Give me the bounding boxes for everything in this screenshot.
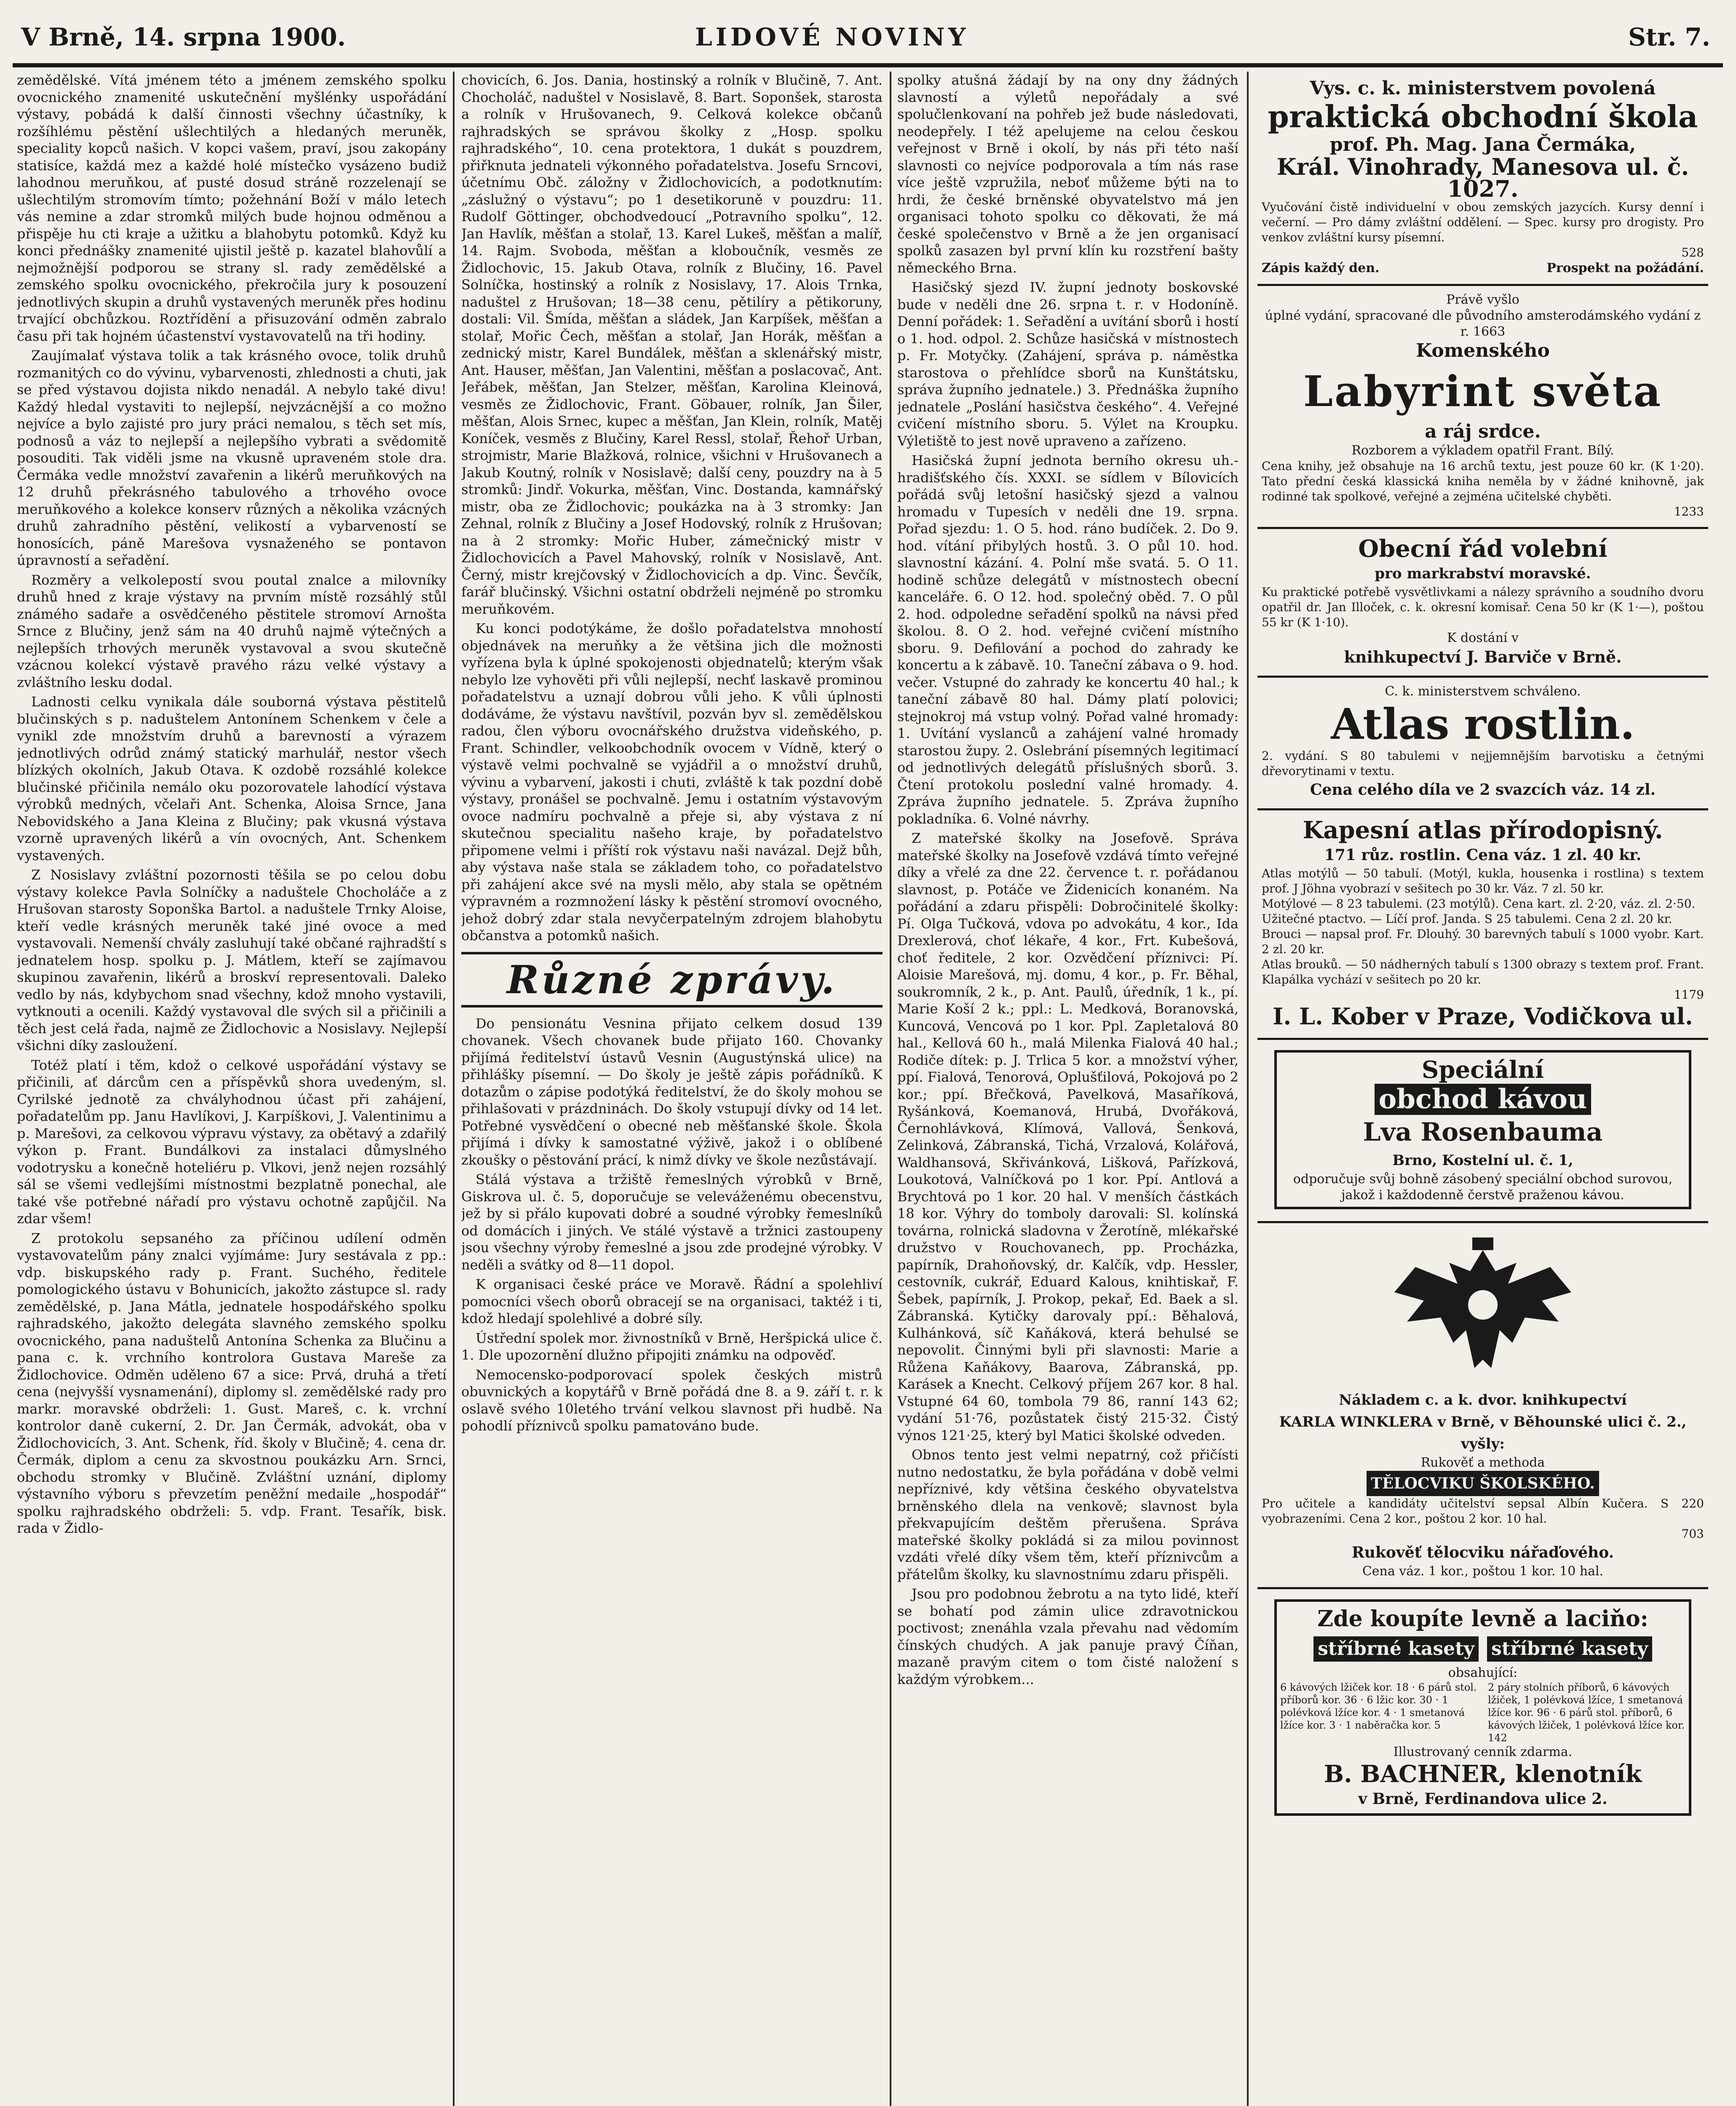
news-item: Do pensionátu Vesnina přijato celkem dosud 139 chovanek. Všech chovanek bude přijato 160. Chovanky přijímá ředitelství ústavů Vesnin (Augustýnská ulice) na přihlášky písemní. — Do školy je ještě zápis pořádníků. K dotazům o zápise podotýká ředitelství, že do školy mohou se přihlašovati v prázdninách. Do školy vstupují dívky od 14 let. Potřebné vysvědčení o obecné neb měšťanské škole. Škola přijímá i dívky k samostatné výživě, jakož i o oblíbené zkoušky o pěstování prácí, k nimž dívky ve škole nezůstávají. bbox=[461, 1015, 883, 1168]
ad-title: Obecní řád volební bbox=[1358, 535, 1608, 563]
ad-address: v Brně, Ferdinandova ulice 2. bbox=[1358, 1790, 1608, 1808]
ad-footer-left: Zápis každý den. bbox=[1262, 261, 1380, 275]
ad-merchant: Lva Rosenbauma bbox=[1363, 1117, 1603, 1147]
column-rule bbox=[890, 72, 891, 2106]
column-2 bbox=[461, 72, 883, 2106]
ad-line: knihkupectví J. Barviče v Brně. bbox=[1344, 647, 1622, 666]
ad-line: Rukověť a methoda bbox=[1420, 1455, 1545, 1470]
news-item: Jsou pro podobnou žebrotu a na tyto lidé, kteří se bohatí pod zámin ulice zdravotnickou poctivost; znenáhla vzala převahu nad vědomím čínských chudých. A jak panuje pravý Číňan, mazaně pravým citem o tom čisté naložení s každým výrobkem... bbox=[897, 1586, 1238, 1687]
ad-number: 703 bbox=[1681, 1527, 1704, 1541]
ad-labyrint bbox=[1257, 286, 1708, 529]
ad-footer-right: Prospekt na požádání. bbox=[1546, 261, 1704, 275]
ad-line: K dostání v bbox=[1447, 631, 1519, 645]
ad-subtitle: a ráj srdce. bbox=[1425, 421, 1541, 442]
ad-line: prof. Ph. Mag. Jana Čermáka, bbox=[1329, 134, 1636, 155]
article-paragraph: Zaujímalať výstava tolik a tak krásného ovoce, tolik druhů rozmanitých co do vývinu, vybarvenosti, zhlednosti a chuti, jak se před výstavou dojista nikdo nenadál. A nebylo také divu! Každý hledal vystaviti to nejlepší, nejvzácnější a co možno nejvíce a bylo zajisté pro jury práci nemalou, s těch set mís, podnosů a váz to nejlepší a nejlepšího vybrati a svědomitě posouditi. Tak viděli jsme na vkusně upraveném stole dra. Čermáka vedle množství zavařenin a likérů meruňkových na 12 druhů překrásného tabulového a trhového ovoce meruňkového a kolekce konserv různých a několika vzácných druhů zahradního pěstění, velikostí a vybarveností se honosících, páně Marešova vysnaženého se pontavon úpravností a seřadění. bbox=[17, 347, 447, 568]
ad-title: Kapesní atlas přírodopisný. bbox=[1303, 816, 1663, 844]
column-1 bbox=[17, 72, 447, 2106]
ad-atlas-rostlin bbox=[1257, 678, 1708, 810]
ad-item: Brouci — napsal prof. Fr. Dlouhý. 30 barevných tabulí s 1000 vyobr. Kart. 2 zl. 20 kr. bbox=[1262, 927, 1704, 956]
article-paragraph: spolky atušná žádají by na ony dny žádných slavností a výletů nepořádaly a své spolučlenkovaní na pohřeb jež bude následovati, neodepřely. I též apelujeme na celou českou veřejnost v Brně i okolí, by nás při této naší slavnosti co nejvíce podporovala a tím nás rase více ještě vzpružila, neboť můžeme býti na to hrdi, že české brněnské obyvatelstvo má jen organisaci tohoto spolku co děkovati, že má české společenstvo v Brně a že jen organisací spolků zasazen byl první klín ku rozstření bašty německého Brna. bbox=[897, 72, 1238, 276]
news-item: K organisaci české práce ve Moravě. Řádní a spolehliví pomocníci všech oborů obracejí se na organisaci, taktéž i ti, kdož hledají spolehlivé a dobré síly. bbox=[461, 1276, 883, 1326]
section-heading-box bbox=[461, 952, 883, 1008]
news-item: Stálá výstava a tržiště řemeslných výrobků v Brně, Giskrova ul. č. 5, doporučuje se veleváženému obecenstvu, jež by si přálo kupovati dobré a soudné výrobky řemeslníků od domácích i jiných. Ve stálé výstavě a tržnici zastoupeny jsou všechny výroby řemeslné a jsou zde prodejné výrobky. V neděli a svátky od 8—11 dopol. bbox=[461, 1171, 883, 1273]
news-item: Nemocensko-podporovací spolek českých mistrů obuvnických a kopytářů v Brně pořádá dne 8. a 9. září t. r. k oslavě svého 10letého trvání velkou slavnost při hudbě. Na pohodlí příznivců spolku pamatováno bude. bbox=[461, 1366, 883, 1434]
column-rule bbox=[1247, 72, 1249, 2106]
ad-line: Právě vyšlo bbox=[1446, 292, 1519, 307]
ad-frame bbox=[1274, 1599, 1691, 1816]
advertisement-column bbox=[1257, 72, 1708, 2106]
ad-item: Užitečné ptactvo. — Líčí prof. Janda. S 25 tabulemi. Cena 2 zl. 20 kr. bbox=[1262, 912, 1672, 926]
news-item: Ústřední spolek mor. živnostníků v Brně, Heršpická ulice č. 1. Dle upozornění dlužno připojiti známku na odpověď. bbox=[461, 1330, 883, 1363]
ad-business-school bbox=[1257, 72, 1708, 286]
ad-line: 171 růz. rostlin. Cena váz. 1 zl. 40 kr. bbox=[1324, 846, 1642, 864]
article-paragraph: chovicích, 6. Jos. Dania, hostinský a rolník v Blučině, 7. Ant. Chocholáč, naduštel v Nosislavě, 8. Bart. Soponšek, starosta a rolník v Hrušovanech, 9. Celková kolekce občanů rajhradských se správou školky z „Hosp. spolku rajhradského“, 10. cena protektora, 1 dukát s pouzdrem, přiřknuta jednateli výkonného pořadatelstva. Josefu Srncovi, účetnímu Obč. záložny v Židlochovicích, a podotknutím: „záslužný o výstavu“; po 1 desetikoruně v pouzdru: 11. Rudolf Göttinger, obchodvedoucí „Potravního spolku“, 12. Jan Havlík, měšťan a stolař, 13. Karel Lukeš, měšťan a malíř, 14. Rajm. Svoboda, měšťan a kloboučník, vesměs ze Židlochovic, 15. Jakub Otava, rolník z Blučiny, 16. Pavel Solníčka, hostinský a rolník z Nosislavy, 17. Alois Trnka, naduštel z Hrušovan; 18—38 cenu, pětilíry a pětikoruny, dostali: Vil. Šmída, měšťan a sládek, Jan Karpíšek, měšťan a stolař, Mořic Čech, měšťan a stolař, Jan Horák, měšťan a zednický mistr, Karel Bundálek, měšťan a sklenářský mistr, Ant. Hauser, měšťan, Jan Valentini, měšťan a poslacovač, Ant. Jeřábek, měšťan, Jan Stelzer, měšťan, Karolina Kleinová, vesměs ze Židlochovic, Frant. Göbauer, rolník, Jan Šiler, měšťan, Alois Srnec, kupec a měšťan, Jan Klein, rolník, Matěj Koníček, vesměs z Blučiny, Karel Ressl, stolař, Řehoř Urban, strojmistr, Marie Blažková, rolnice, všichni v Hrušovanech a Jakub Koutný, rolník v Nosislavě; další ceny, pouzdry na à 5 stromků: Jindř. Vokurka, měšťan, Vinc. Dostanda, kamnářský mistr, oba ze Židlochovic; poukázka na à 3 stromky: Jan Zehnal, rolník z Blučiny a Josef Hodovský, rolník z Hrušovan; na à 2 stromky: Mořic Huber, zámečnický mistr v Židlochovicích a Pavel Mahovský, rolník v Nosislavě, Ant. Černý, mistr krejčovský v Židlochovicích a dp. Vinc. Ševčík, farář blučinský. Všichni ostatní obdrželi nejméně po stromku meruňkovém. bbox=[461, 72, 883, 617]
masthead bbox=[13, 17, 1723, 67]
page-number: Str. 7. bbox=[1628, 23, 1710, 51]
ad-title: Zde koupíte levně a laciňo: bbox=[1317, 1606, 1648, 1632]
ad-frame bbox=[1274, 1050, 1691, 1209]
ad-number: 1233 bbox=[1674, 505, 1704, 518]
ad-body: Vyučování čistě individuelní v obou zemských jazycích. Kursy denní i večerní. — Pro dámy zvláštní oddělení. — Spec. kursy pro drogisty. Pro venkov zvláštní kursy písemní. bbox=[1262, 200, 1704, 244]
ad-kober-atlas bbox=[1257, 810, 1708, 1040]
ad-jeweler bbox=[1257, 1589, 1708, 1828]
article-paragraph: Ku konci podotýkáme, že došlo pořadatelstva mnohostí objednávek na meruňky a že většina jich dle možnosti vyřízena byla k úplné spokojenosti objednatelů; kterým však nebylo lze vyhověti při vůli nejlepší, nechť laskavě prominou pořadatelstvu a uznají dobrou vůli jeho. K vůli úplnosti dodáváme, že výstavu navštívil, pozván byv sl. zemědělskou radou, člen výboru ovocnářského družstva videňského, p. Frant. Schindler, velkoobchodník ovocem v Vídně, který o výstavě velmi pochvalně se vyjádřil a o množství druhů, vývinu a vybarvení, jakosti i chuti, zvláště k tak pozdní době výstavy, pronášel se pochvalně. Jemu i ostatním výstavovým ovoce nadmíru pochvalně a přeje si, aby výstava z ní skutečnou specialitu našeho kraje, by pořadatelstvo připomene velmi i příští rok výstavu naši navázal. Dejž bůh, aby výstava naše stala se základem toho, co pořadatelstvo při zahájení akce své na mysli mělo, aby stala se opětném výpravném a rozmnožení lásky k pěstění stromoví ovocného, jehož dobrý zdar stala nevyčerpatelným zdrojem blahobytu občanstva a potomků našich. bbox=[461, 620, 883, 943]
ad-price-list: 2 páry stolních příborů, 6 kávových lžiček, 1 polévková lžíce, 1 smetanová lžíce kor. 96 · 6 párů stol. příborů, 6 kávových lžiček, 1 polévková lžíce kor. 142 bbox=[1488, 1681, 1685, 1744]
ad-line: C. k. ministerstvem schváleno. bbox=[1385, 684, 1581, 699]
column-3 bbox=[897, 72, 1238, 2106]
ad-body: odporučuje svůj bohně zásobený speciální obchod surovou, jakož i každodenně čerstvě praženou kávou. bbox=[1293, 1172, 1673, 1203]
ad-body: Cena knihy, jež obsahuje na 16 archů textu, jest pouze 60 kr. (K 1·20). Tato přední česká klassická kniha neměla by v žádné knihovně, jak rodinné tak spolkové, veřejné a zejména učitelské chyběti. bbox=[1262, 459, 1704, 503]
ad-coffee-shop bbox=[1257, 1040, 1708, 1223]
ad-line: obsahující: bbox=[1448, 1665, 1518, 1680]
ad-title: praktická obchodní škola bbox=[1268, 99, 1698, 134]
article-paragraph: Rozměry a velkolepostí svou poutal znalce a milovníky druhů hned z kraje výstavy na prvním místě rozsáhlý stůl známého sadaře a osvědčeného pěstitele stromoví Arnošta Srnce z Blučiny, jenž sám na 40 druhů najmě výtečných a nejlepších trhových meruněk vystavoval a svou skutečně vzácnou kolekcí výstavě pravého rázu velké výstavy a zvláštního lesku dodal. bbox=[17, 572, 447, 690]
ad-box-label: stříbrné kasety bbox=[1487, 1636, 1652, 1662]
ad-item: Atlas motýlů — 50 tabulí. (Motýl, kukla, housenka i rostlina) s textem prof. J Jöhna vyobrazí v sešitech po 30 kr. Váz. 7 zl. 50 kr. bbox=[1262, 866, 1704, 895]
ad-subtitle: pro markrabství moravské. bbox=[1375, 565, 1591, 582]
ad-item: Atlas brouků. — 50 nádherných tabulí s 1300 obrazy s textem prof. Frant. Klapálka vychází v sešitech po 20 kr. bbox=[1262, 957, 1704, 986]
ad-title: TĚLOCVIKU ŠKOLSKÉHO. bbox=[1367, 1471, 1599, 1496]
ad-box-label: stříbrné kasety bbox=[1313, 1636, 1479, 1662]
ad-line: Rukověť tělocviku nářaďového. bbox=[1351, 1544, 1614, 1561]
ad-electoral-code bbox=[1257, 529, 1708, 678]
ad-price-list: 6 kávových lžiček kor. 18 · 6 párů stol. příborů kor. 36 · 6 lžic kor. 30 · 1 polévková lžíce kor. 4 · 1 smetanová lžíce kor. 3 · 1 naběračka kor. 5 bbox=[1280, 1681, 1477, 1731]
ad-winkler-books bbox=[1257, 1223, 1708, 1589]
ad-line: Nákladem c. a k. dvor. knihkupectví bbox=[1339, 1392, 1627, 1408]
article-paragraph: Z protokolu sepsaného za příčinou udílení odměn vystavovatelům pány znalci vyjímáme: Jury sestávala z pp.: vdp. biskupského rady p. Frant. Suchého, ředitele pomologického ústavu v Bohunicích, jakožto zástupce sl. rady zemědělské, p. Jana Mátla, jednatele hospodářského spolku rajhradského, jakožto delegáta slavného zemského spolku ovocnického, pana naduštelů Antonína Schenka za Blučinu a pana c. k. vrchního kontrolora Gustava Mareše za Židlochovice. Odměn uděleno 67 a sice: Prvá, druhá a třetí cena (nejvyšší vysnamenání), diplomy sl. zemědělské rady pro markr. moravské obdrželi: 1. Gust. Mareš, c. k. vrchní kontrolor daně cukerní, 2. Dr. Jan Čermák, advokát, oba v Židlochovicích, 3. Ant. Schenk, říd. školy v Blučině; 4. cena dr. Čermák, diplom a cenu za skvostnou poukázku Arn. Srnci, obchodu stromky v Blučině. Zvláštní uznání, diplomy výstavního výboru s převzetím peněžní medaile „hospodář“ spolku rajhradského obdrželi: 5. vdp. Frant. Tesařík, bisk. rada v Židlo- bbox=[17, 1230, 447, 1536]
ad-body: 2. vydání. S 80 tabulemi v nejjemnějším barvotisku a četnými dřevorytinami v textu. bbox=[1262, 749, 1704, 778]
ad-number: 1179 bbox=[1674, 988, 1704, 1002]
column-rule bbox=[453, 72, 455, 2106]
ad-body: Pro učitele a kandidáty učitelství sepsal Albín Kučera. S 220 vyobrazeními. Cena 2 kor., poštou 2 kor. 10 hal. bbox=[1262, 1497, 1704, 1526]
ad-line: Komenského bbox=[1416, 340, 1550, 361]
ad-line: KARLA WINKLERA v Brně, v Běhounské ulici č. 2., vyšly: bbox=[1279, 1414, 1687, 1452]
news-item: Hasičský sjezd IV. župní jednoty boskovské bude v neděli dne 26. srpna t. r. v Hodoníně. Denní pořádek: 1. Seřadění a uvítání sborů i hostí o 1. hod. odpol. 2. Schůze hasičská v místnostech p. Fr. Motyčky. (Zahájení, správa p. náměstka starostova o přehlídce sborů na Kunštátsku, správa župního jednatele.) 3. Přednáška župního jednatele „Poslání hasičstva českého“. 4. Veřejné cvičení místního sboru. 5. Výlet na Kroupku. Výletiště to jest nově upraveno a zařízeno. bbox=[897, 279, 1238, 449]
ad-line: Vys. c. k. ministerstvem povolená bbox=[1310, 78, 1656, 99]
news-item: Hasičská župní jednota berního okresu uh.-hradišťského čís. XXXI. se sídlem v Bílovicích pořádá svůj letošní hasičský sjezd a valnou hromadu v Tupesích v neděli dne 19. srpna. Pořad sjezdu: 1. O 5. hod. ráno budíček. 2. Do 9. hod. vítání přibylých hostů. 3. O půl 10. hod. slavnostní kázání. 4. Polní mše svatá. 5. O 11. hodině schůze delegátů v místnostech obecní kanceláře. 6. O 12. hod. společný oběd. 7. O půl 2. hod. odpoledne seřadění spolků na návsi před školou. 8. O 2. hod. veřejné cvičení místního sboru. 9. Defilování a pochod do zahrady ke koncertu a k zábavě. 10. Taneční zábava o 9. hod. večer. Vstupné do zahrady ke koncertu 40 hal.; k taneční zábavě 80 hal. Dámy platí polovici; stejnokroj má vstup volný. Pořad valné hromady: 1. Uvítání vyslanců a zahájení valné hromady starostou župy. 2. Oslebrání písemných legitimací od jednotlivých delegátů příslušných sborů. 3. Čtení protokolu poslední valné hromady. 4. Zpráva župního jednatele. 5. Zpráva župního pokladníka. 6. Volné návrhy. bbox=[897, 452, 1238, 827]
section-heading: Různé zprávy. bbox=[506, 957, 837, 1002]
article-paragraph: zemědělské. Vítá jménem této a jménem zemského spolku ovocnického znamenité uskutečnění myšlénky uspořádání výstavy, pobádá k další činnosti všechny účastníky, k rozšíhlému pěstění ušlechtilých a hledaných meruněk, speciality kopců našich. V kopci vašem, praví, jsou zakopány statisíce, každá mez a každé holé místečko vysázeno budiž lahodnou meruňkou, ať pusté dosud stráně rozzelenají se ušlechtilým stromovím tímto; požehnání Boží v málo letech vás nemine a zdar stromků milých bude hojnou odměnou a přispěje hu cti kraje a užitku a blahobytu potomků. Když ku konci přednášky znamenité ujistil ještě p. kazatel blahovůlí a nejmožnější podporou se strany sl. rady zemědělské a zemského spolku ovocnického, překročila jury k posouzení jednotlivých skupin a druhů vystavených meruněk přes hodinu trvající obchůzkou. Roztřídění a přisuzování odměn zabralo času při tak hojném účastenství vystavovatelů na tři hodiny. bbox=[17, 72, 447, 344]
ad-title: obchod kávou bbox=[1375, 1084, 1592, 1115]
imperial-eagle-icon bbox=[1373, 1233, 1592, 1385]
ad-title: Atlas rostlin. bbox=[1331, 699, 1635, 749]
ad-address: Král. Vinohrady, Manesova ul. č. 1027. bbox=[1276, 153, 1689, 202]
ad-body: Ku praktické potřebě vysvětlivkami a nálezy správního a soudního dvoru opatřil dr. Jan Illoček, c. k. okresní komisař. Cena 50 kr (K 1·—), poštou 55 kr (K 1·10). bbox=[1262, 585, 1704, 629]
ad-number: 528 bbox=[1681, 246, 1704, 259]
article-paragraph: Totéž platí i těm, kdož o celkové uspořádání výstavy se přičinili, ať dárcům cen a příspěvků shora uvedeným, sl. Cyrilské jednotě za chvályhodnou účast při zahájení, pořadatelům pp. Janu Havlíkovi, J. Karpíškovi, J. Valentinimu a p. Marešovi, za celkovou výpravu výstavy, za obětavý a zdařilý výkon p. Frant. Bundálkovi za instalaci důmyslného vodotrysku a konečně hoteliéru p. Vlkovi, jenž nejen rozsáhlý sál se všemi vedlejšími místnostmi bezplatně ponechal, ale také vše potřebné nářadí pro výstavu ochotně zapůjčil. Na zdar všem! bbox=[17, 1057, 447, 1227]
news-item: Obnos tento jest velmi nepatrný, což přičísti nutno nedostatku, že byla pořádána v době velmi nepříznivé, kdy většina českého obyvatelstva brněnského dlela na venkově; slavnost byla překvapujícím deštěm přerušena. Správa mateřské školky pokládá si za milou povinnost vzdáti vřelé díky všem těm, kteří příznivcům a přátelům školky, ku slavnostnímu zdaru přispěli. bbox=[897, 1447, 1238, 1582]
article-paragraph: Z Nosislavy zvláštní pozornosti těšila se po celou dobu výstavy kolekce Pavla Solníčky a naduštele Chocholáče a z Hrušovan starosty Soponška Bartol. a naduštele Trnky Aloise, kteří vedle krásných meruněk také jiné ovoce a med vystavovali. Nemenší chvály zasluhují také občané rajhradští s jednatelem hosp. spolku p. J. Mátlem, kteří se zajímavou skupinou zavařenin, likérů a broskví representovali. Daleko vedlo by nás, kdybychom snad všechny, kdož mnoho vystavili, vytknouti a ocenili. Každý vystavoval dle svých sil a přičinili a těch jest celá řada, najmě ze Židlochovic a Nosislavy. Nejlepší všichni díky zasloužení. bbox=[17, 867, 447, 1053]
ad-title: Labyrint světa bbox=[1303, 366, 1663, 416]
ad-line: úplné vydání, spracované dle původního amsterodámského vydání z r. 1663 bbox=[1265, 308, 1701, 339]
ad-line: Speciální bbox=[1421, 1056, 1544, 1084]
issue-date: V Brně, 14. srpna 1900. bbox=[21, 23, 346, 51]
ad-line: Rozborem a výkladem opatřil Frant. Bílý. bbox=[1351, 443, 1614, 458]
ad-price: Cena celého díla ve 2 svazcích váz. 14 zl. bbox=[1310, 781, 1656, 799]
ad-line: Illustrovaný cenník zdarma. bbox=[1393, 1745, 1573, 1759]
ad-merchant: B. BACHNER, klenotník bbox=[1324, 1760, 1642, 1788]
ad-item: Motýlové — 8 23 tabulemi. (23 motýlů). Cena kart. zl. 2·20, váz. zl. 2·50. bbox=[1262, 897, 1696, 911]
article-paragraph: Ladnosti celku vynikala dále souborná výstava pěstitelů blučinských s p. naduštelem Antonínem Schenkem v čele a vynikl zde množstvím druhů a barevností a výrazem jednotlivých odrůd známý statický marhulář, nestor všech blízkých okolních, Jakub Otava. K ozdobě rozsáhlé kolekce blučinské přičinila nemálo oku pozorovatele lahodící výstava výrobků medných, včelaři Ant. Schenka, Aloisa Srnce, Jana Nebovidského a Jana Kleina z Blučiny; pak vkusná výstava vzorně upravených likérů a vín ovocných, Ant. Schenkem vystavených. bbox=[17, 694, 447, 863]
newspaper-title: LIDOVÉ NOVINY bbox=[695, 23, 969, 51]
news-item: Z mateřské školky na Josefově. Správa mateřské školky na Josefově vzdává tímto veřejné díky a vřelé za dne 22. července t. r. pořádanou slavnost, p. Potáče ve Židenicích konaném. Na pořádání a zdaru přispěli: Dobročinitelé školky: Pí. Olga Tučková, vdova po advokátu, 4 kor., Ida Drexlerová, choť lékaře, 4 kor., Frt. Kubešová, choť ředitele, 2 kor. Ozvědčení příznivci: Pí. Aloisie Marešová, mj. domu, 4 kor., p. Fr. Běhal, soukromník, 2 k., p. Ant. Paulů, úředník, 1 k., pí. Marie Koší 2 k.; ppl.: L. Medková, Boranovská, Kuncová, Vencová po 1 kor. Ppl. Zapletalová 80 hal., Kellová 60 h., malá Milenka Fialová 40 hal.; Rodiče dítek: p. J. Trlica 5 kor. a množství výher, ppí. Fialová, Tenorová, Oplušťilová, Pokojová po 2 kor.; ppí. Břečková, Pavelková, Masaříková, Ryšánková, Koemanová, Hrubá, Dvořáková, Černohlávková, Klímová, Vallová, Šenková, Zelinková, Zábranská, Tichá, Vrzalová, Kolářová, Waldhansová, Skřivánková, Lišková, Pařízková, Loukotová, Valníčková po 1 kor. Ppí. Antlová a Brychtová po 1 kor. 20 hal. V menších částkách 18 kor. Výhry do tomboly darovali: Sl. kolínská továrna, rolnická sladovna v Žerotíně, mlékařské družstvo v Rouchovanech, pp. Procházka, papírník, Drahoňovský, dr. Kalčík, vdp. Hessler, cestovník, cukrář, Eduard Kalous, knihtiskař, F. Šebek, papírník, J. Prokop, pekař, Ed. Baek a sl. Zábranská. Kytičky darovaly ppí.: Běhalová, Kulhánková, síč Kaňáková, která behulsé se nepovolit. Činnými byli při slavnosti: Marie a Růžena Kaňákovy, Baarova, Zábranská, pp. Karásek a Knecht. Celkový příjem 267 kor. 8 hal. Vstupné 64 60, tombola 79 86, ranní 143 62; vydání 51·76, pozůstatek čistý 215·32. Čistý výnos 121·25, který byl Matici školské odveden. bbox=[897, 830, 1238, 1443]
ad-address: Brno, Kostelní ul. č. 1, bbox=[1392, 1152, 1573, 1169]
ad-line: Cena váz. 1 kor., poštou 1 kor. 10 hal. bbox=[1362, 1564, 1604, 1579]
ad-publisher: I. L. Kober v Praze, Vodičkova ul. bbox=[1273, 1003, 1693, 1030]
